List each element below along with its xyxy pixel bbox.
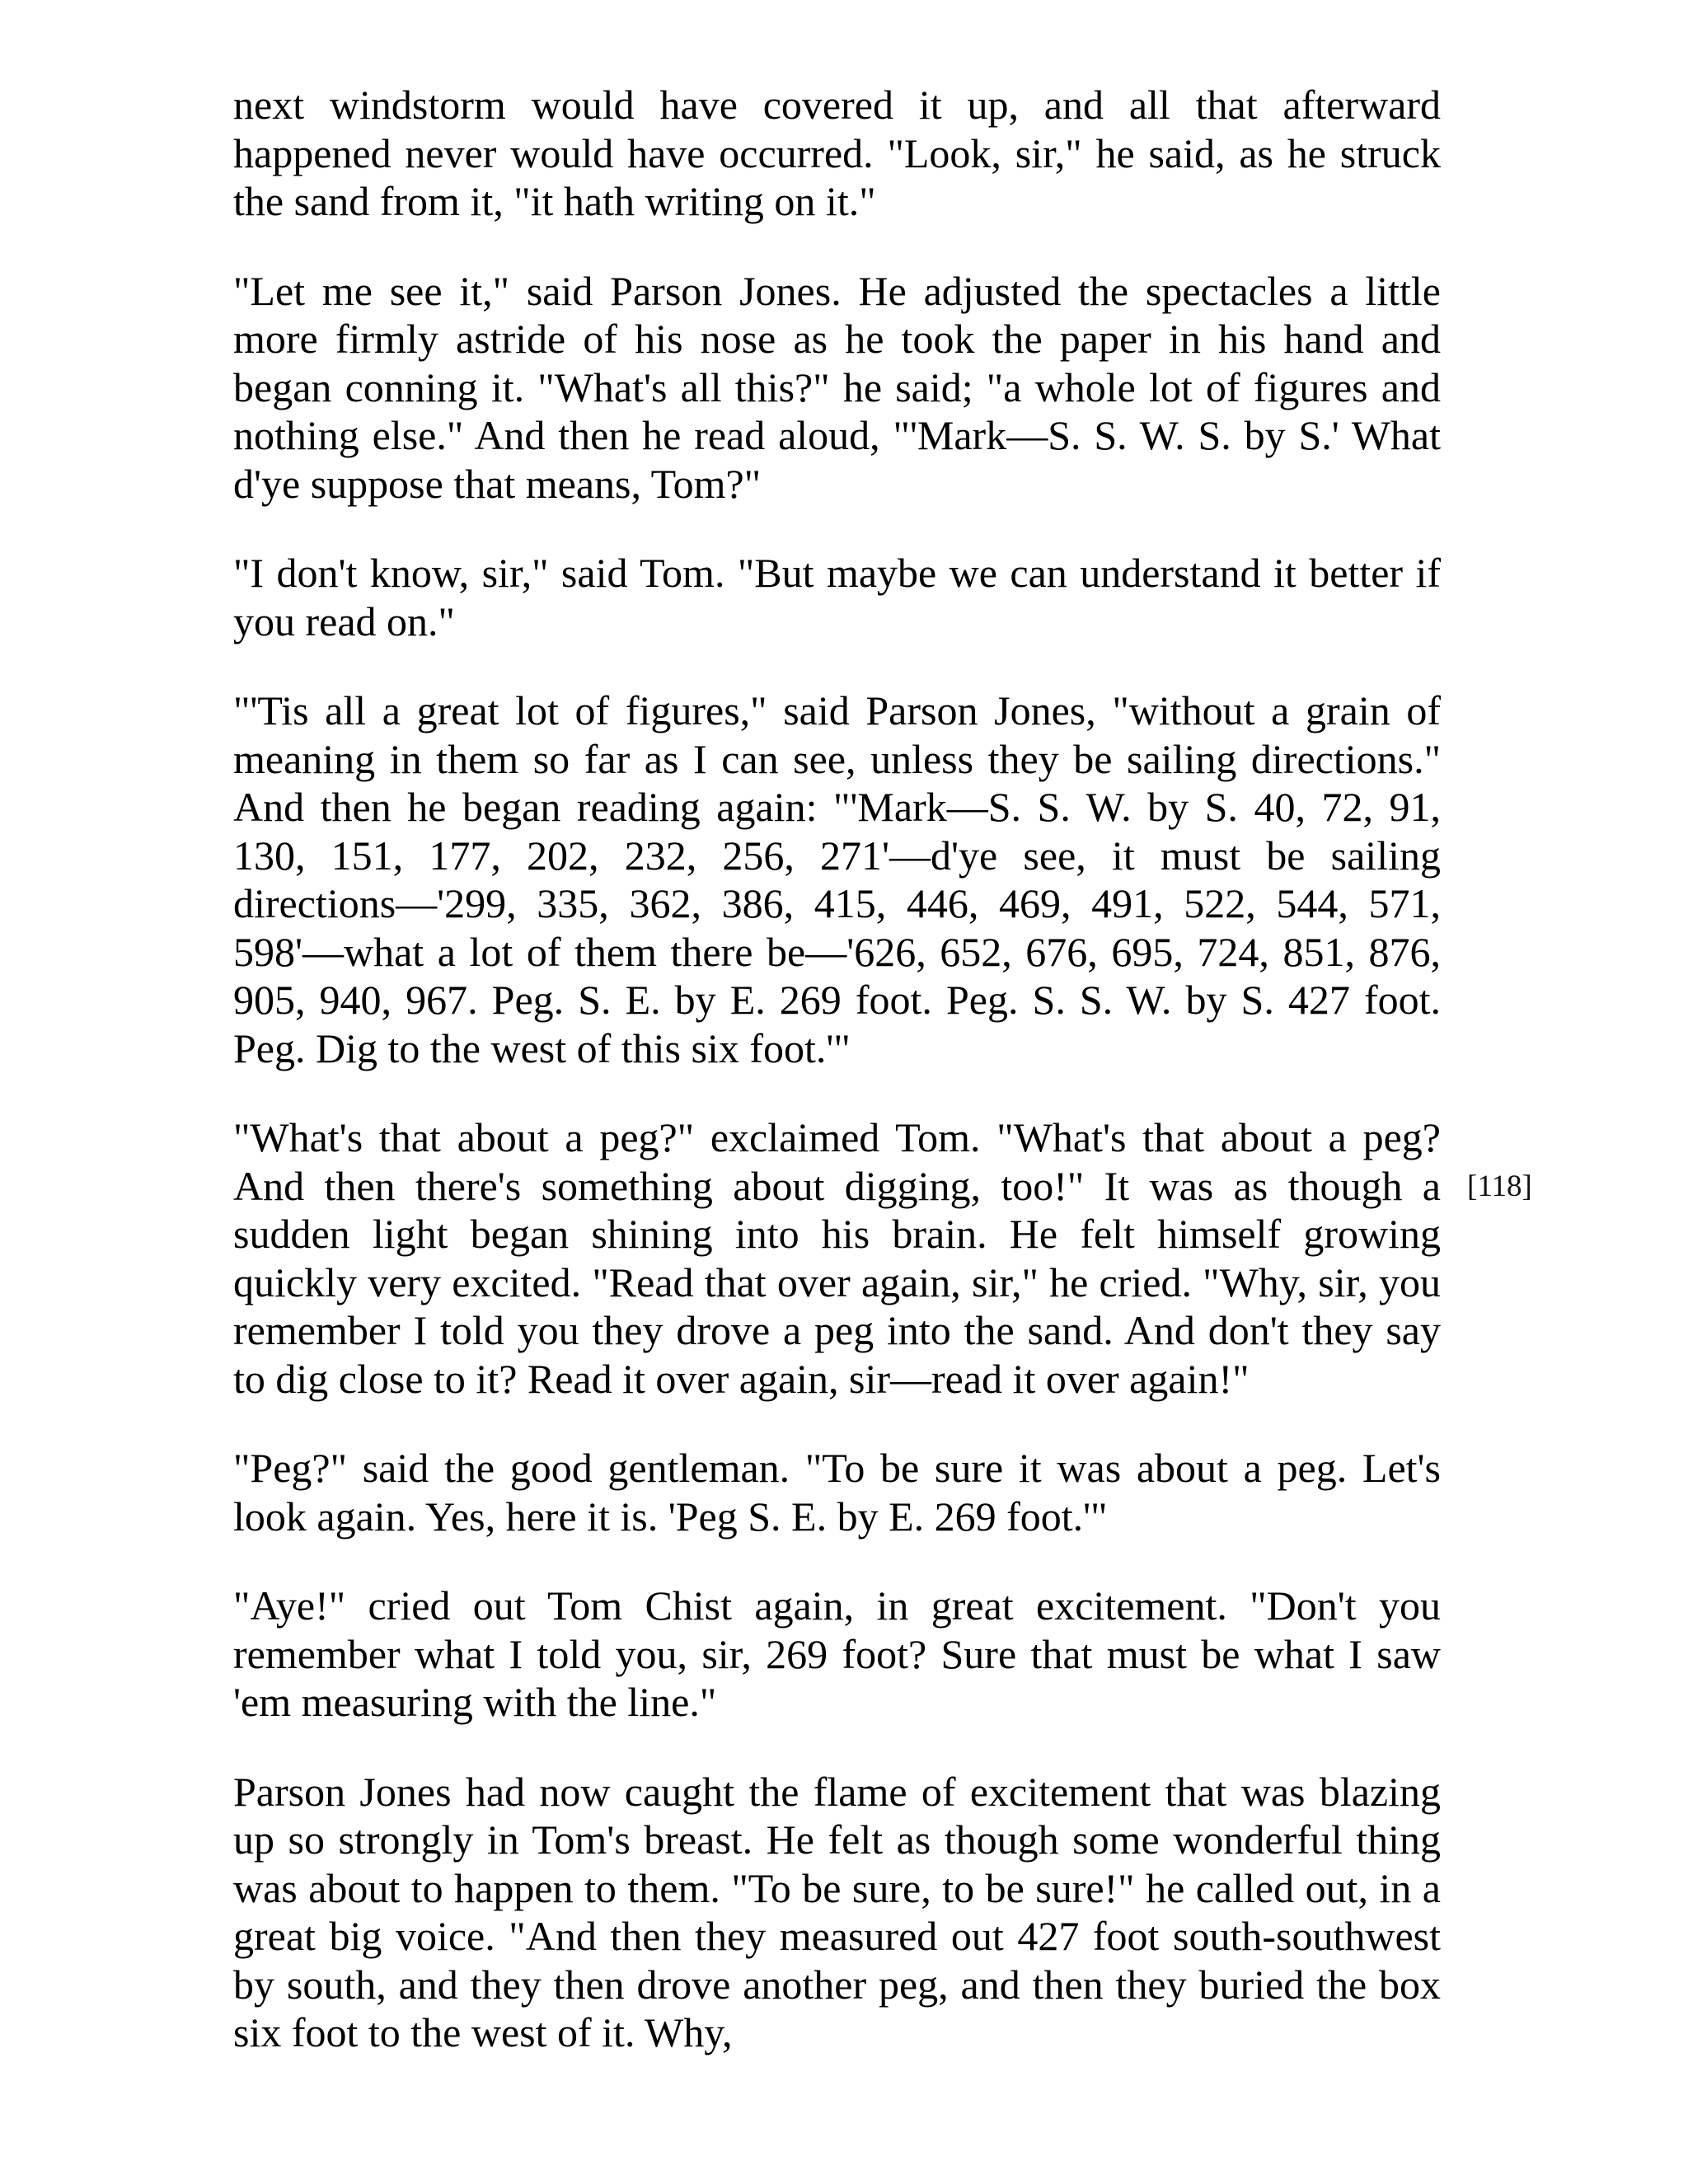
paragraph-7: "Aye!" cried out Tom Chist again, in great excitement. "Don't you remember what I told you, sir, 269 foot? Sure that must be what I saw 'em measuring with the line." [233, 1582, 1441, 1725]
paragraph-5: "What's that about a peg?" exclaimed Tom. "What's that about a peg? And then there's something about digging, too!" It was as though a sudden light began shining into his brain. He felt himself growing quickly very excited. "Read that over again, sir," he cried. "Why, sir, you remember I told you they drove a peg into the sand. And don't they say to dig close to it? Read it over again, sir—read it over again!" [233, 1114, 1441, 1402]
paragraph-4: "'Tis all a great lot of figures," said Parson Jones, "without a grain of meaning in them so far as I can see, unless they be sailing directions." And then he began reading again: "'Mark—S. S. W. by S. 40, 72, 91, 130, 151, 177, 202, 232, 256, 271'—d'ye see, it must be sailing directions—'299, 335, 362, 386, 415, 446, 469, 491, 522, 544, 571, 598'—what a lot of them there be—'626, 652, 676, 695, 724, 851, 876, 905, 940, 967. Peg. S. E. by E. 269 foot. Peg. S. S. W. by S. 427 foot. Peg. Dig to the west of this six foot.'" [233, 687, 1441, 1071]
paragraph-1: next windstorm would have covered it up, and all that afterward happened never would have occurred. "Look, sir," he said, as he struck the sand from it, "it hath writing on it." [233, 82, 1441, 224]
paragraph-8: Parson Jones had now caught the flame of excitement that was blazing up so strongly in Tom's breast. He felt as though some wonderful thing was about to happen to them. "To be sure, to be sure!" he called out, in a great big voice. "And then they measured out 427 foot south-southwest by south, and they then drove another peg, and then they buried the box six foot to the west of it. Why, [233, 1768, 1441, 2055]
paragraph-2: "Let me see it," said Parson Jones. He adjusted the spectacles a little more firmly astride of his nose as he took the paper in his hand and began conning it. "What's all this?" he said; "a whole lot of figures and nothing else." And then he read aloud, "'Mark—S. S. W. S. by S.' What d'ye suppose that means, Tom?" [233, 267, 1441, 507]
page-number: [118] [1467, 1169, 1532, 1203]
paragraph-6: "Peg?" said the good gentleman. "To be sure it was about a peg. Let's look again. Yes, here it is. 'Peg S. E. by E. 269 foot.'" [233, 1445, 1441, 1540]
page-body [233, 81, 1441, 2057]
paragraph-3: "I don't know, sir," said Tom. "But maybe we can understand it better if you read on." [233, 550, 1441, 644]
